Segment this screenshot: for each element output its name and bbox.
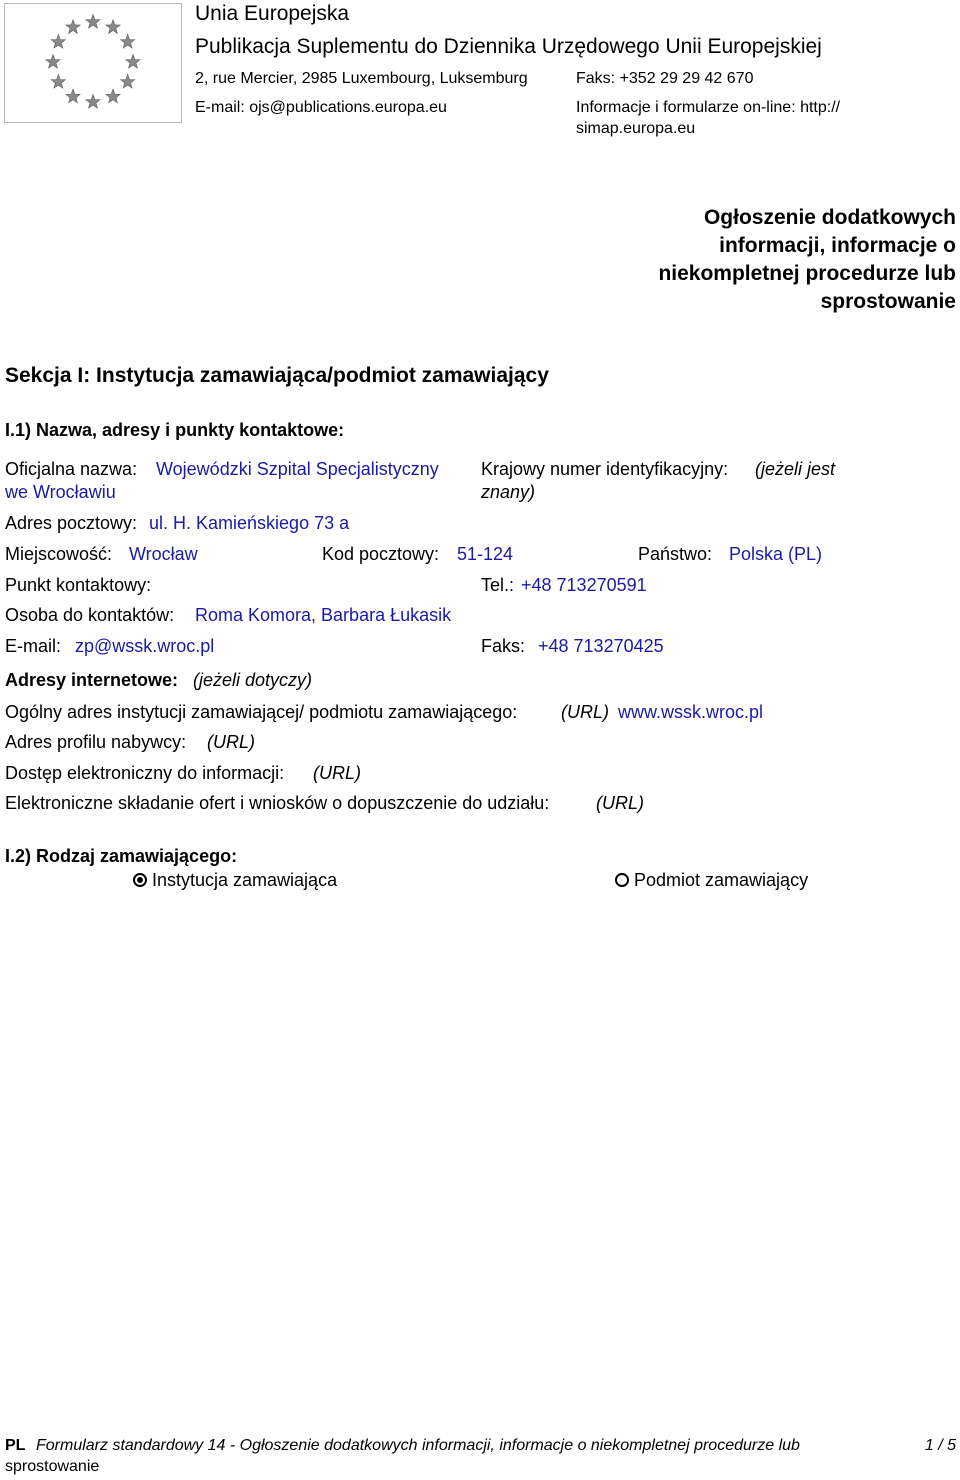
eu-stars-icon	[5, 4, 181, 122]
postcode-label: Kod pocztowy:	[322, 544, 440, 564]
eu-star-icon	[51, 75, 65, 89]
postal-address-label: Adres pocztowy:	[5, 513, 138, 533]
official-name-value-2: we Wrocławiu	[5, 482, 116, 502]
notice-title: Ogłoszenie dodatkowych informacji, informacje o niekompletnej procedurze lub sprostowanie	[658, 206, 956, 313]
country-label: Państwo:	[638, 544, 713, 564]
eu-star-icon	[106, 89, 120, 103]
buyer-profile-label: Adres profilu nabywcy:	[5, 732, 187, 752]
radio-selected-icon[interactable]	[133, 873, 147, 887]
radio-contracting-authority-label: Instytucja zamawiająca	[152, 870, 338, 890]
general-address-note: (URL)	[561, 702, 609, 722]
official-name-label: Oficjalna nazwa:	[5, 459, 138, 479]
org-name: Unia Europejska	[195, 2, 350, 25]
radio-contracting-entity-label: Podmiot zamawiający	[634, 870, 809, 890]
radio-unselected-icon[interactable]	[615, 873, 629, 887]
eu-star-icon	[121, 75, 135, 89]
electronic-access-note: (URL)	[313, 763, 361, 783]
tel-value: +48 713270591	[521, 575, 647, 595]
electronic-access-label: Dostęp elektroniczny do informacji:	[5, 763, 285, 783]
general-address-link[interactable]: www.wssk.wroc.pl	[618, 702, 764, 722]
header-online-2: simap.europa.eu	[576, 120, 696, 137]
subsection-heading-2: I.2) Rodzaj zamawiającego:	[5, 846, 238, 866]
general-address-label: Ogólny adres instytucji zamawiającej/ podmiotu zamawiającego:	[5, 702, 518, 722]
contact-point-label: Punkt kontaktowy:	[5, 575, 152, 595]
contact-person-label: Osoba do kontaktów:	[5, 605, 175, 625]
fax-value: +48 713270425	[538, 636, 664, 656]
email-value: zp@wssk.wroc.pl	[75, 636, 215, 656]
radio-contracting-entity[interactable]	[615, 870, 808, 891]
buyer-profile-note: (URL)	[207, 732, 255, 752]
eu-star-icon	[51, 35, 65, 49]
tel-label: Tel.:	[481, 575, 515, 595]
eu-star-icon	[66, 89, 80, 103]
internet-addresses-note: (jeżeli dotyczy)	[193, 670, 313, 690]
eu-star-icon	[106, 20, 120, 34]
footer-page-number: 1 / 5	[924, 1437, 956, 1454]
header-address: 2, rue Mercier, 2985 Luxembourg, Luksemburg	[195, 70, 528, 87]
eu-star-icon	[86, 95, 100, 109]
section-heading: Sekcja I: Instytucja zamawiająca/podmiot zamawiający	[5, 364, 549, 387]
header-email: E-mail: ojs@publications.europa.eu	[195, 99, 447, 116]
footer-lang: PL	[5, 1437, 26, 1454]
eu-star-icon	[126, 55, 140, 69]
eu-star-icon	[66, 20, 80, 34]
country-value: Polska (PL)	[729, 544, 823, 564]
internet-addresses-label: Adresy internetowe:	[5, 670, 179, 690]
subsection-heading-1: I.1) Nazwa, adresy i punkty kontaktowe:	[5, 420, 345, 440]
official-name-value-1: Wojewódzki Szpital Specjalistyczny	[156, 459, 439, 479]
city-label: Miejscowość:	[5, 544, 113, 564]
postcode-value: 51-124	[457, 544, 514, 564]
contact-person-value: Roma Komora, Barbara Łukasik	[195, 605, 452, 625]
electronic-submission-note: (URL)	[596, 793, 644, 813]
electronic-submission-label: Elektroniczne składanie ofert i wniosków o dopuszczenie do udziału:	[5, 793, 550, 813]
eu-star-icon	[121, 35, 135, 49]
email-label: E-mail:	[5, 636, 62, 656]
national-id-label: Krajowy numer identyfikacyjny:	[481, 459, 729, 479]
eu-flag-logo	[4, 3, 182, 123]
footer-form-text-1: Formularz standardowy 14 - Ogłoszenie dodatkowych informacji, informacje o niekompletnej procedurze lub	[36, 1437, 800, 1454]
national-id-note-2: znany)	[481, 482, 536, 502]
national-id-note-1: (jeżeli jest	[755, 459, 836, 479]
fax-label: Faks:	[481, 636, 526, 656]
eu-star-icon	[86, 15, 100, 29]
header-online-1: Informacje i formularze on-line: http://	[576, 99, 841, 116]
eu-star-icon	[46, 55, 60, 69]
radio-contracting-authority[interactable]	[133, 870, 337, 891]
publication-title: Publikacja Suplementu do Dziennika Urzędowego Unii Europejskiej	[195, 35, 822, 58]
footer-form-text-2: sprostowanie	[5, 1458, 100, 1475]
postal-address-value: ul. H. Kamieńskiego 73 a	[149, 513, 350, 533]
header-fax: Faks: +352 29 29 42 670	[576, 70, 754, 87]
city-value: Wrocław	[129, 544, 198, 564]
